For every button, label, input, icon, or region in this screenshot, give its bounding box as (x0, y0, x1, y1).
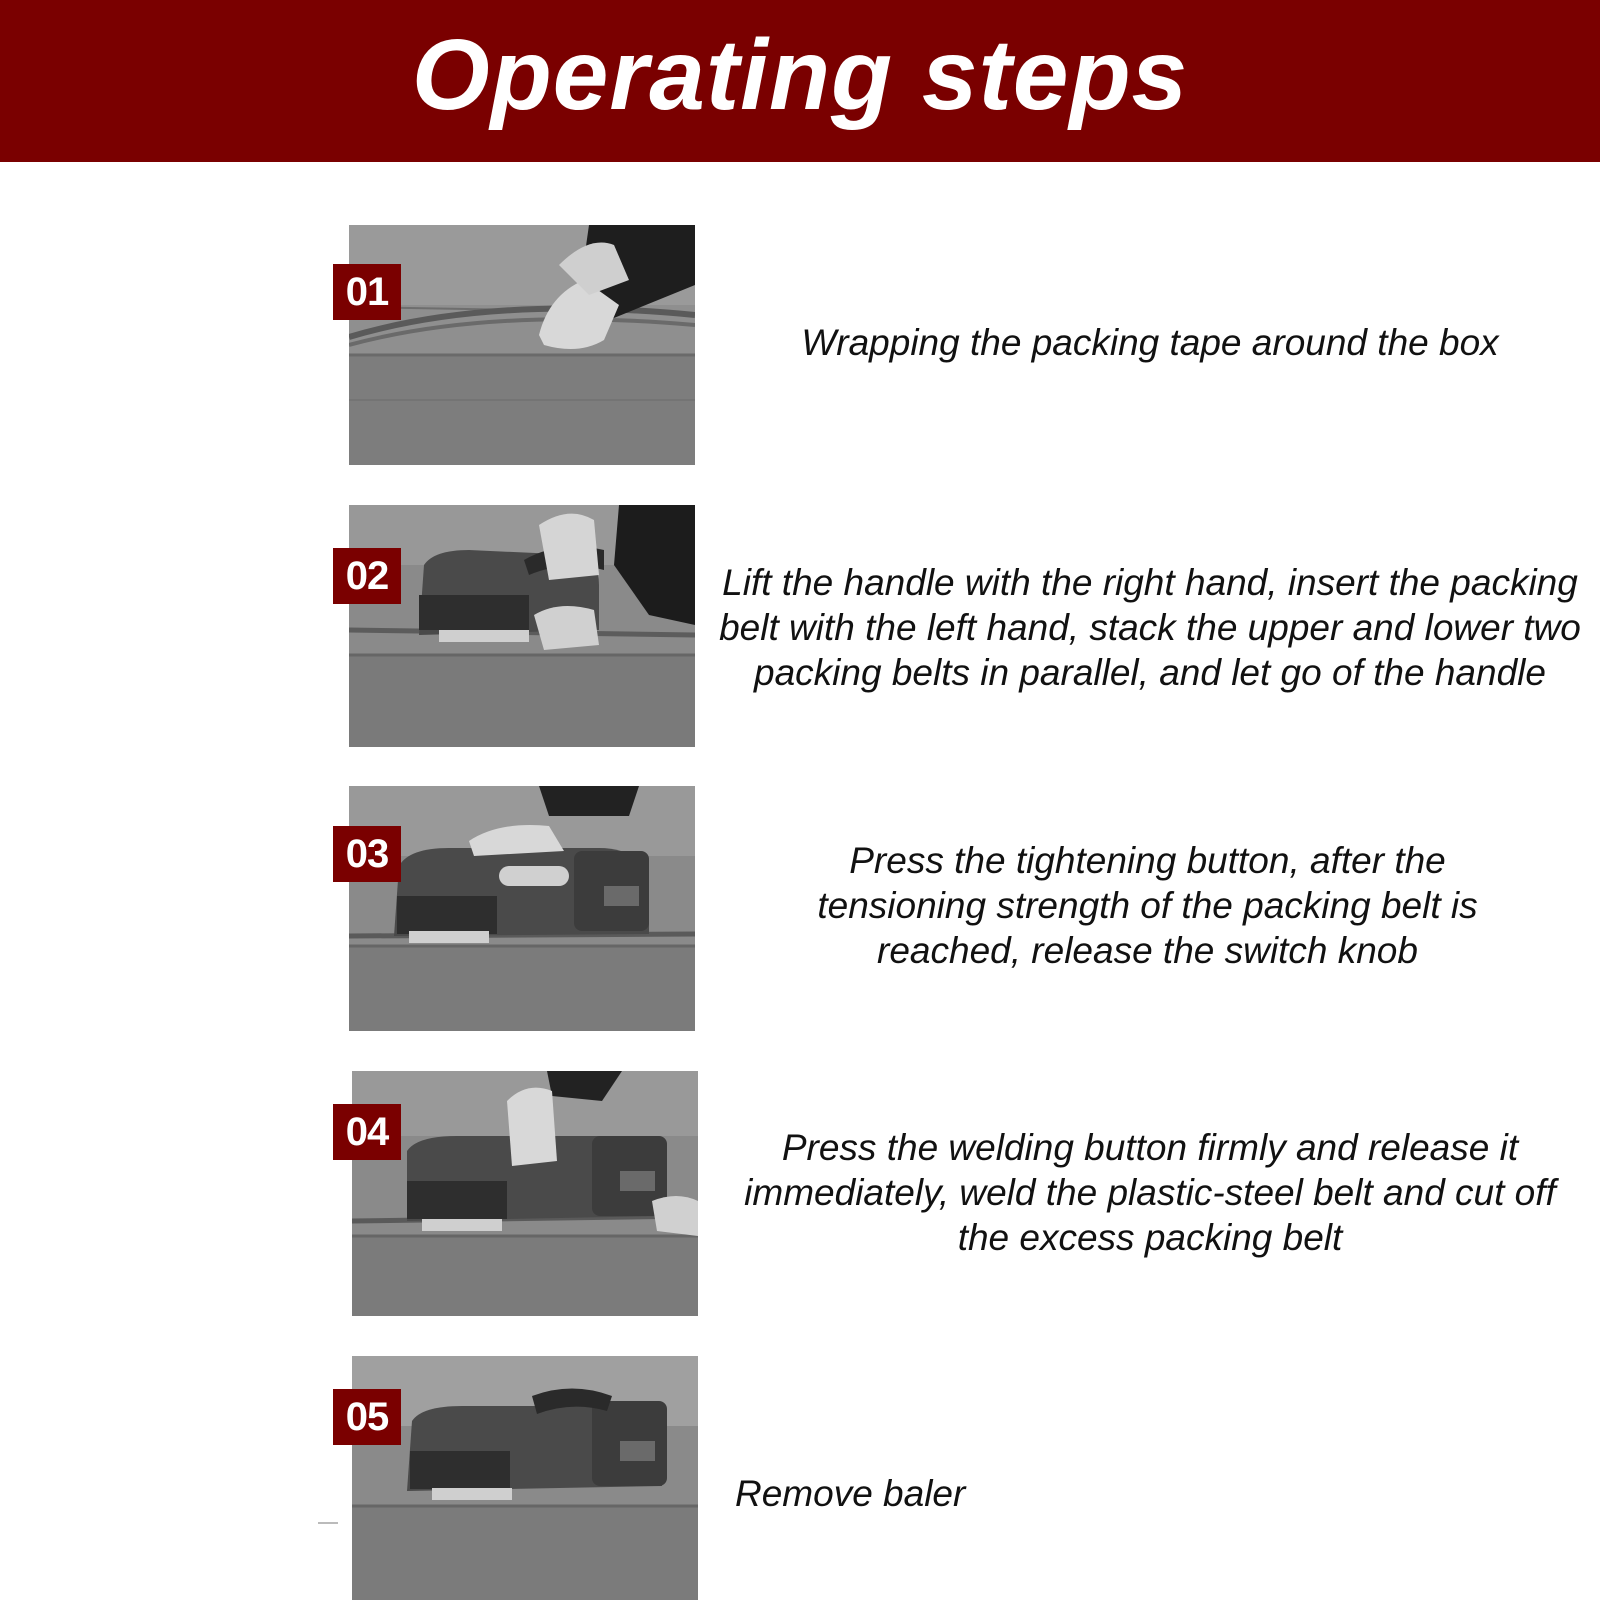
divider-mark (318, 1522, 338, 1524)
step-04-description-text: Press the welding button firmly and release it immediately, weld the plastic-steel belt and cut off the excess packing belt (744, 1126, 1556, 1258)
baler-insert-belt-image (349, 505, 695, 747)
step-01-description (720, 315, 1580, 370)
hands-wrapping-tape-image (349, 225, 695, 465)
step-02-photo (349, 505, 695, 747)
step-05-photo (352, 1356, 698, 1600)
step-05-description-text: Remove baler (735, 1472, 966, 1514)
page-title: Operating steps (411, 19, 1189, 131)
step-03-description-text: Press the tightening button, after the tensioning strength of the packing belt is reached, release the switch knob (817, 839, 1478, 971)
step-01-description-text: Wrapping the packing tape around the box (801, 322, 1499, 363)
step-05-badge: 05 (333, 1389, 401, 1445)
step-03-photo (349, 786, 695, 1031)
step-04-badge: 04 (333, 1104, 401, 1160)
step-02-description-text: Lift the handle with the right hand, insert the packing belt with the left hand, stack the upper and lower two packing belts in parallel, and let go of the handle (719, 562, 1581, 693)
step-04-photo (352, 1071, 698, 1316)
step-02-description (700, 535, 1600, 720)
baler-tighten-image (349, 786, 695, 1031)
step-02-badge: 02 (333, 548, 401, 604)
step-05-description (735, 1468, 1135, 1518)
step-03-description (695, 835, 1600, 975)
step-04-description (705, 1122, 1595, 1262)
baler-weld-cut-image (352, 1071, 698, 1316)
baler-remove-image (352, 1356, 698, 1600)
step-01-badge: 01 (333, 264, 401, 320)
step-03-badge: 03 (333, 826, 401, 882)
header-banner (0, 0, 1600, 162)
step-01-photo (349, 225, 695, 465)
